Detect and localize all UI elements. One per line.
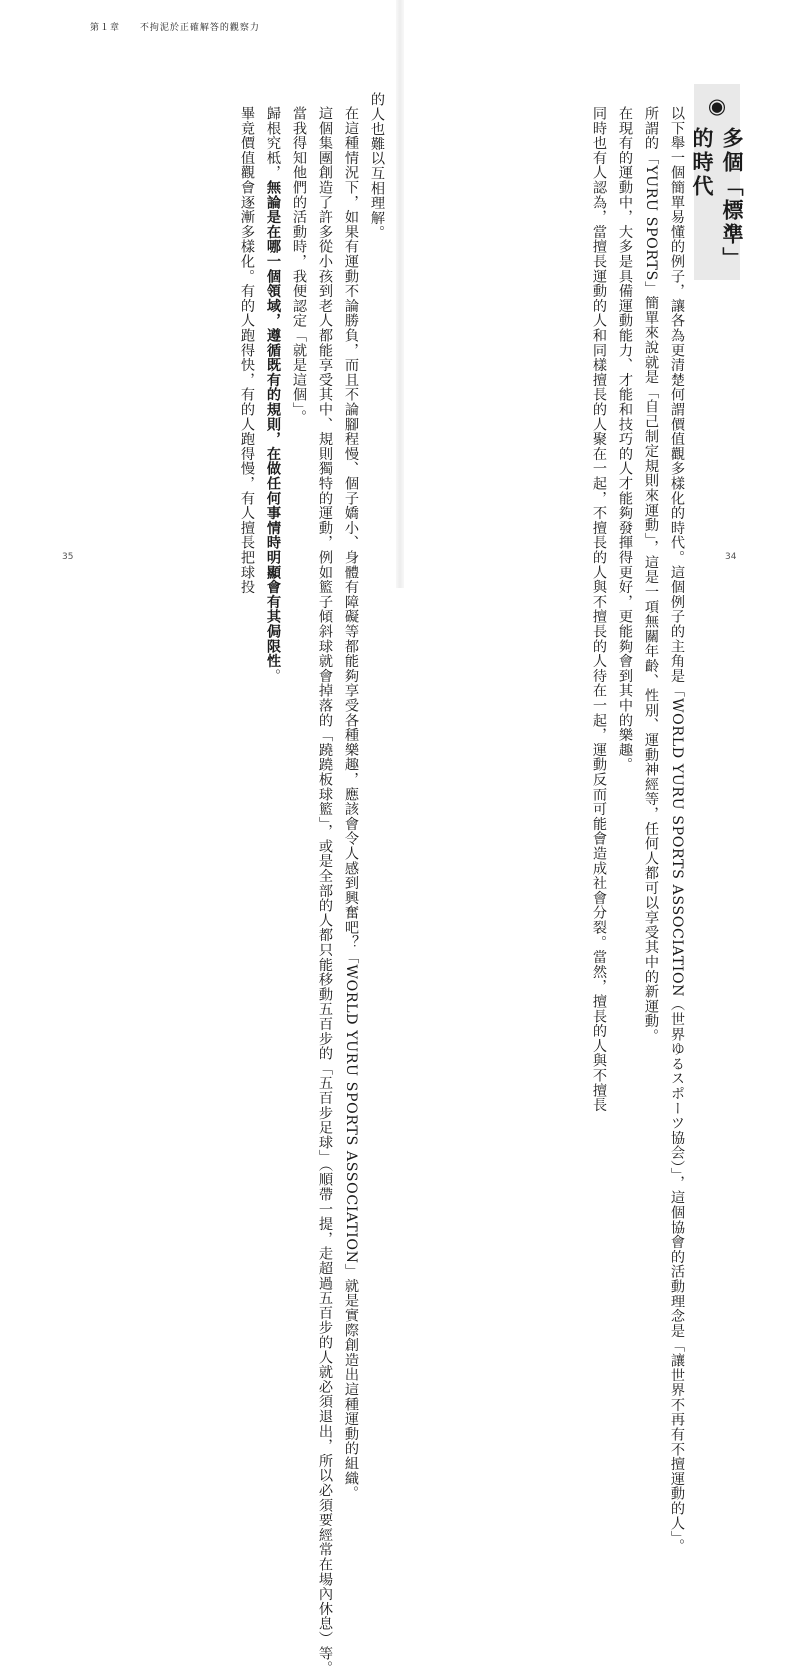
paragraph: 這個集團創造了許多從小孩到老人都能享受其中、規則獨特的運動，例如籃子傾斜球就會掉落的「蹺蹺板球籃」，或是全部的人都只能移動五百步的「五百步足球」（順帶一提，走超過五百步的人就必須退出，所以必須要經常在場內休息）等。 [317,106,333,1676]
right-page-text [470,92,690,1554]
emphasis-bold: 無論是在哪一個領域，遵循既有的規則，在做任何事情時明顯會有其侷限性 [265,180,281,669]
paragraph: 畢竟價值觀會逐漸多樣化。有的人跑得快，有的人跑得慢，有人擅長把球投 [239,106,255,595]
left-page-text [80,92,390,1676]
paragraph: 當我得知他們的活動時，我便認定「就是這個」。 [291,106,307,425]
running-head [90,20,260,33]
paragraph: 的人也難以互相理解。 [369,92,385,240]
emphasis-pre: 歸根究柢， [265,106,281,181]
chapter-label: 第１章 [90,23,121,33]
chapter-title: 不拘泥於正確解答的觀察力 [139,23,260,33]
paragraph: 在這種情況下，如果有運動不論勝負，而且不論腳程慢、個子嬌小、身體有障礙等都能夠享受各種樂趣，應該會令人感到興奮吧？「WORLD YURU SPORTS ASSOCIATION」就是實際創造出這種運動的組織。 [343,106,359,1501]
heading-bullet-icon: ◉ [705,94,729,121]
emphasis-post: 。 [265,668,281,684]
paragraph-emphasis [260,92,286,684]
section-heading-text: 多個「標準」的時代 [690,127,744,271]
paragraph: 所謂的「YURU SPORTS」簡單來說就是「自己制定規則來運動」，這是一項無關年齡、性別、運動神經等，任何人都可以享受其中的新運動。 [643,106,659,1044]
page-number-left: 35 [62,552,74,562]
paragraph: 在現有的運動中，大多是具備運動能力、才能和技巧的人才能夠發揮得更好，更能夠會到其中的樂趣。 [617,106,633,773]
page-gutter [396,0,404,588]
section-heading [690,84,744,280]
paragraph: 同時也有人認為，當擅長運動的人和同樣擅長的人聚在一起，不擅長的人與不擅長的人待在一起，運動反而可能會造成社會分裂。當然，擅長的人與不擅長 [591,106,607,1113]
paragraph: 以下舉一個簡單易懂的例子，讓各為更清楚何謂價值觀多樣化的時代。這個例子的主角是「WORLD YURU SPORTS ASSOCIATION（世界ゆるスポーツ協会）」，這個協會的活動理念是「讓世界不再有不擅運動的人」。 [669,106,685,1554]
page-number-right: 34 [725,552,737,562]
